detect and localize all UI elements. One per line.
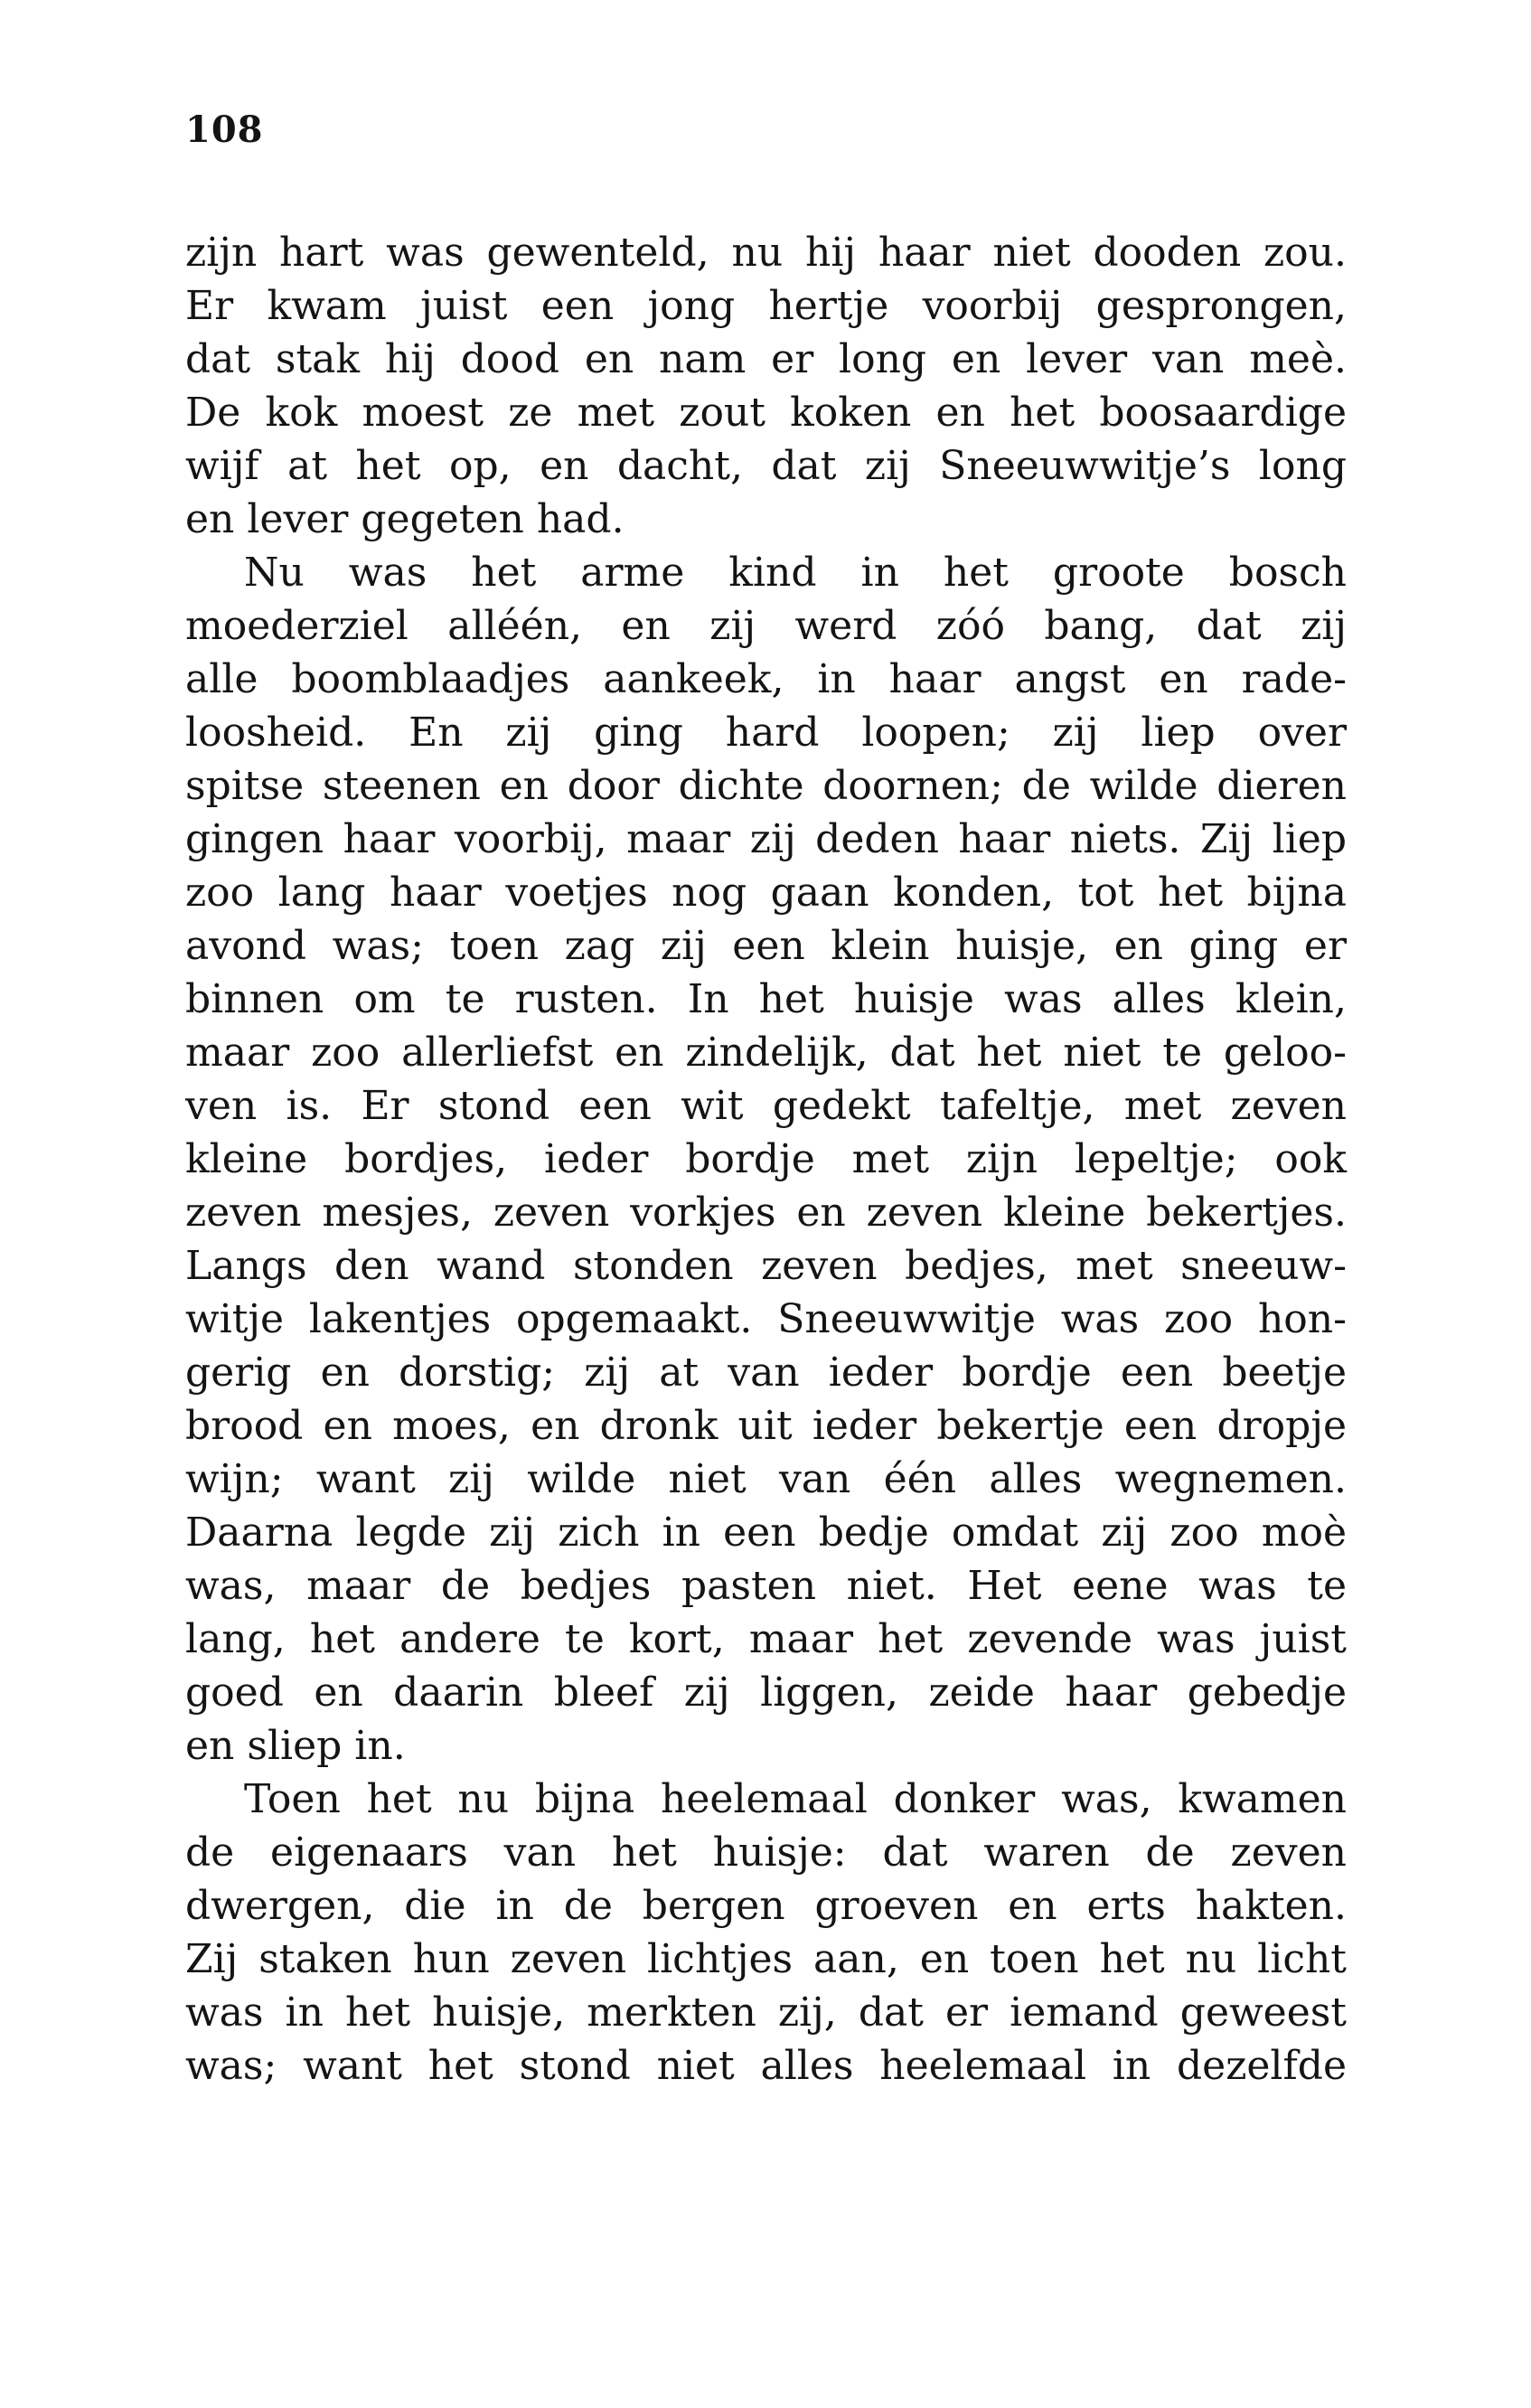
text-line: Daarna legde zij zich in een bedje omdat zij zoo moè <box>185 1510 1347 1556</box>
text-line: gingen haar voorbij, maar zij deden haar niets. Zij liep <box>185 816 1347 862</box>
text-line: en sliep in. <box>185 1723 406 1769</box>
body-text <box>185 226 1347 2093</box>
text-line: was, maar de bedjes pasten niet. Het eene was te <box>185 1563 1347 1609</box>
text-line: gerig en dorstig; zij at van ieder bordje een beetje <box>185 1350 1347 1396</box>
text-line: spitse steenen en door dichte doornen; de wilde dieren <box>185 763 1347 809</box>
text-line: kleine bordjes, ieder bordje met zijn lepeltje; ook <box>185 1136 1347 1182</box>
text-line: en lever gegeten had. <box>185 496 625 542</box>
text-line: witje lakentjes opgemaakt. Sneeuwwitje was zoo hon- <box>185 1296 1347 1342</box>
text-line: lang, het andere te kort, maar het zevende was juist <box>185 1616 1347 1662</box>
text-line: dat stak hij dood en nam er long en lever van meè. <box>185 336 1347 382</box>
text-line: moederziel alléén, en zij werd zóó bang, dat zij <box>185 603 1347 649</box>
text-line: dwergen, die in de bergen groeven en erts hakten. <box>185 1883 1347 1929</box>
text-line: maar zoo allerliefst en zindelijk, dat het niet te geloo- <box>185 1030 1347 1076</box>
text-line: goed en daarin bleef zij liggen, zeide haar gebedje <box>185 1670 1347 1716</box>
text-line: Nu was het arme kind in het groote bosch <box>244 550 1347 596</box>
text-line: alle boomblaadjes aankeek, in haar angst en rade- <box>185 656 1347 702</box>
text-line: zoo lang haar voetjes nog gaan konden, tot het bijna <box>185 870 1347 916</box>
text-line: brood en moes, en dronk uit ieder bekertje een dropje <box>185 1403 1347 1449</box>
page-number: 108 <box>185 108 264 151</box>
text-line: was in het huisje, merkten zij, dat er iemand geweest <box>185 1989 1347 2036</box>
text-line: Toen het nu bijna heelemaal donker was, kwamen <box>244 1776 1347 1822</box>
text-line: ven is. Er stond een wit gedekt tafeltje, met zeven <box>185 1083 1347 1129</box>
text-line: was; want het stond niet alles heelemaal in dezelfde <box>185 2043 1347 2089</box>
text-line: Zij staken hun zeven lichtjes aan, en toen het nu licht <box>185 1936 1347 1982</box>
text-line: Langs den wand stonden zeven bedjes, met sneeuw- <box>185 1243 1347 1289</box>
text-line: avond was; toen zag zij een klein huisje, en ging er <box>185 923 1347 969</box>
text-line: zeven mesjes, zeven vorkjes en zeven kleine bekertjes. <box>185 1190 1347 1236</box>
text-line: binnen om te rusten. In het huisje was alles klein, <box>185 976 1347 1022</box>
text-line: De kok moest ze met zout koken en het boosaardige <box>185 390 1347 436</box>
text-line: loosheid. En zij ging hard loopen; zij liep over <box>185 710 1347 756</box>
text-line: zijn hart was gewenteld, nu hij haar niet dooden zou. <box>185 230 1347 276</box>
text-line: wijn; want zij wilde niet van één alles wegnemen. <box>185 1456 1347 1502</box>
text-line: Er kwam juist een jong hertje voorbij gesprongen, <box>185 283 1347 329</box>
text-line: wijf at het op, en dacht, dat zij Sneeuwwitje’s long <box>185 443 1347 489</box>
text-line: de eigenaars van het huisje: dat waren de zeven <box>185 1830 1347 1876</box>
